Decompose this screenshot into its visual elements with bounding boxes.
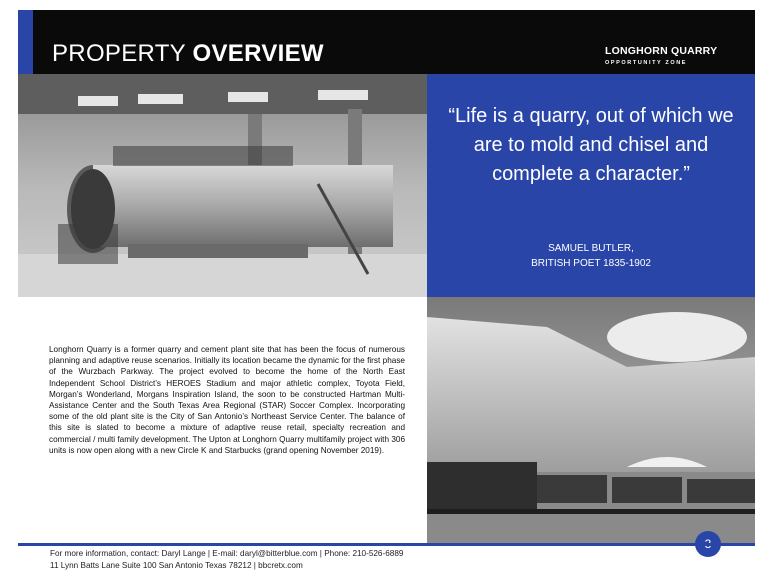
quarry-rail-photo bbox=[427, 297, 755, 543]
historic-plant-photo bbox=[18, 74, 427, 297]
page-title-bold: OVERVIEW bbox=[192, 40, 324, 67]
footer-divider bbox=[18, 543, 755, 546]
quote-panel bbox=[427, 74, 755, 297]
quarry-rail-photo-image bbox=[427, 297, 755, 543]
quote-author-name: SAMUEL BUTLER, bbox=[548, 243, 634, 254]
header-accent-stripe bbox=[18, 10, 33, 74]
property-description: Longhorn Quarry is a former quarry and cement plant site that has been the focus of numerous planning and adaptive reuse scenarios. Initially its location became the dynamic for the first phase of the Wurzbach Parkway. The project evolved to become the home of the North East Independent School District’s HEROES Stadium and major athletic complex, Toyota Field, Morgan’s Wonderland, Morgans Inspiration Island, the soon to be constructed Hartman Multi-Assistance Center and the South Texas Area Regional (STAR) Soccer Complex. Incorporating some of the old plant site is the City of San Antonio’s Northeast Service Center. The balance of this site is slated to become a mixture of adaptive reuse retail, specialty recreation and commercial / multi family development. The Upton at Longhorn Quarry multifamily project with 306 units is now open along with a new Circle K and Starbucks (grand opening November 2019). bbox=[49, 345, 405, 455]
quote-text: “Life is a quarry, out of which we are to mold and chisel and complete a character.” bbox=[448, 105, 734, 185]
footer-address: 11 Lynn Batts Lane Suite 100 San Antonio Texas 78212 | bbcretx.com bbox=[50, 561, 303, 570]
historic-plant-photo-image bbox=[18, 74, 427, 297]
brand-subtitle: OPPORTUNITY ZONE bbox=[605, 60, 688, 66]
page bbox=[18, 10, 755, 543]
header-bar bbox=[18, 10, 755, 74]
footer-contact: For more information, contact: Daryl Lange | E-mail: daryl@bitterblue.com | Phone: 210-526-6889 bbox=[50, 549, 404, 558]
page-title bbox=[52, 40, 324, 68]
quote-author-title: BRITISH POET 1835-1902 bbox=[531, 258, 651, 269]
brand-name: LONGHORN QUARRY bbox=[605, 45, 718, 57]
quote-author bbox=[441, 241, 741, 271]
page-title-light: PROPERTY bbox=[52, 40, 186, 67]
